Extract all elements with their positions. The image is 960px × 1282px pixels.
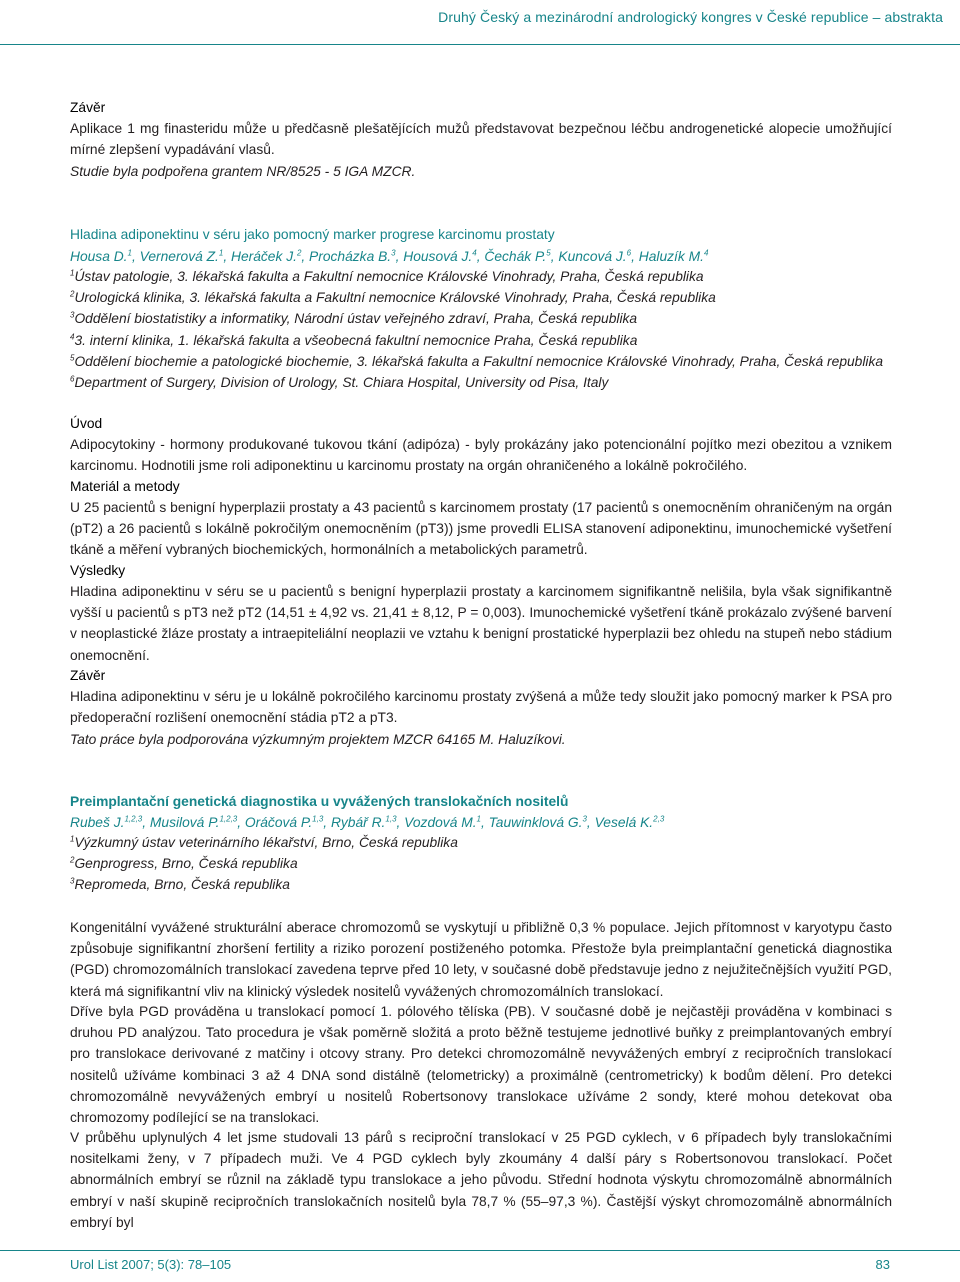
author-name: , Musilová P. — [142, 815, 220, 830]
section1-zaver-text: Aplikace 1 mg finasteridu může u předčasně plešatějících mužů představovat bezpečnou léčbu androgenetické alopecie umožňující mírné zlepšení vypadávání vlasů. — [70, 121, 892, 158]
affiliation-text: Oddělení biostatistiky a informatiky, Národní ústav veřejného zdraví, Praha, Česká republika — [74, 311, 638, 327]
footer-journal: Urol List 2007; 5(3): 78–105 — [70, 1257, 232, 1272]
author-name: , Heráček J. — [223, 249, 297, 264]
section1-zaver-heading: Závěr — [70, 100, 106, 115]
abstract2-uvod-text: Adipocytokiny - hormony produkované tukovou tkání (adipóza) - byly prokázány jako potencionální pojítko mezi obezitou a vznikem karcinomu. Hodnotili jsme roli adiponektinu u karcinomu prostaty na orgán ohraničeného a lokálně pokročilého. — [70, 437, 892, 474]
affiliation-line — [70, 832, 892, 853]
affiliation-line — [70, 266, 892, 287]
author-affiliation-marker: 1 — [127, 248, 132, 258]
affiliation-text: Department of Surgery, Division of Urology, St. Chiara Hospital, University od Pisa, Italy — [74, 375, 609, 391]
abstract3-paragraph-1: Kongenitální vyvážené strukturální aberace chromozomů se vyskytují u přibližně 0,3 % populace. Jejich přítomnost v karyotypu často způsobuje signifikantní zhoršení fertility a riziko porození postiženého potomka. Přestože byla preimplantační genetická diagnostika (PGD) chromozomálních translokací zavedena teprve před 10 lety, v současné době představuje jedno z nejužitečnějších využití PGD, která má signifikantní vliv na klinický výsledek nositelů vyvážených chromozomálních translokací. — [70, 920, 892, 999]
abstract2-vysledky-heading: Výsledky — [70, 563, 126, 578]
affiliation-marker: 3 — [70, 876, 75, 886]
section1-grant: Studie byla podpořena grantem NR/8525 - 5 IGA MZCR. — [70, 164, 416, 179]
affiliation-text: 3. interní klinika, 1. lékařská fakulta a všeobecná fakultní nemocnice Praha, Česká republika — [74, 332, 638, 348]
author-name: , Čechák P. — [476, 249, 547, 264]
affiliation-marker: 2 — [70, 855, 75, 865]
affiliation-marker: 6 — [70, 374, 75, 384]
abstract2-zaver-heading: Závěr — [70, 668, 106, 683]
abstract2-metody-text: U 25 pacientů s benigní hyperplazii prostaty a 43 pacientů s karcinomem prostaty (17 pacientů s onemocněním ohraničeným na orgán (pT2) a 26 pacientů s lokálně pokročilým onemocněním (pT3)) jsme provedli ELISA stanovení adiponektinu, imunochemické vyšetření tkáně a měření vybraných biochemických, hormonálních a metabolických parametrů. — [70, 500, 892, 558]
affiliation-marker: 1 — [70, 834, 75, 844]
author-affiliation-marker: 4 — [472, 248, 477, 258]
author-affiliation-marker: 1 — [476, 814, 481, 824]
author-name: , Veselá K. — [586, 815, 654, 830]
abstract2-uvod-heading: Úvod — [70, 416, 103, 431]
abstract3-paragraph-3: V průběhu uplynulých 4 let jsme studovali 13 párů s reciproční translokací v 25 PGD cyklech, v 6 případech byly translokačními nositelkami ženy, v 7 případech muži. Ve 4 PGD cyklech byly zkoumány 4 další páry s Robertsonovou translokací. Počet abnormálních embryí se různil na základě typu translokace a jeho původu. Střední hodnota výskytu chromozomálně abnormálních embryí v naší skupině recipročních translokačních nositelů byla 78,7 % (55–97,3 %). Častější výskyt chromozomálně abnormálních embryí byl — [70, 1130, 892, 1230]
author-name: , Vernerová Z. — [131, 249, 219, 264]
affiliation-text: Ústav patologie, 3. lékařská fakulta a Fakultní nemocnice Královské Vinohrady, Praha, Česká republika — [74, 269, 704, 284]
author-affiliation-marker: 1 — [218, 248, 224, 258]
abstract2-authors — [70, 246, 892, 267]
author-name: , Oráčová P. — [237, 815, 313, 830]
author-name: , Kuncová J. — [550, 249, 627, 264]
author-affiliation-marker: 3 — [582, 814, 587, 824]
author-affiliation-marker: 3 — [391, 248, 396, 258]
abstract3-affiliations — [70, 832, 892, 896]
affiliation-text: Genprogress, Brno, Česká republika — [74, 856, 298, 872]
abstract3-title: Preimplantační genetická diagnostika u vyvážených translokačních nositelů — [70, 794, 569, 809]
author-name: , Haluzík M. — [631, 249, 704, 264]
abstract2-metody-heading: Materiál a metody — [70, 479, 180, 494]
affiliation-marker: 2 — [70, 289, 75, 299]
author-name: Housa D. — [70, 249, 128, 264]
footer-page-number: 83 — [875, 1257, 890, 1272]
affiliation-marker: 1 — [70, 268, 75, 278]
affiliation-line — [70, 351, 892, 372]
abstract3-paragraph-2: Dříve byla PGD prováděna u translokací pomocí 1. pólového tělíska (PB). V současné době je nejčastěji prováděna v kombinaci s druhou PD analýzou. Tato procedura je však poměrně složitá a proto běžně testujeme jednotlivé buňky z preimplantovaných embryí pro translokace derivované z matčiny i otcovy strany. Pro detekci chromozomálně nevyvážených embryí z recipročních translokací nositelů užíváme kombinaci 3 až 4 DNA sond distálně (telometricky) a proximálně (centrometricky) k bodům dělení. Pro detekci chromozomálně nevyvážených embryí u nositelů Robertsonovy translokace užíváme 2 sondy, které mohou detekovat oba chromozomy podílející se na translokaci. — [70, 1004, 892, 1126]
affiliation-line — [70, 308, 892, 329]
author-affiliation-marker: 4 — [703, 248, 709, 258]
affiliation-line — [70, 372, 892, 393]
author-affiliation-marker: 1,3 — [385, 814, 397, 824]
author-name: , Tauwinklová G. — [480, 815, 583, 830]
affiliation-text: Oddělení biochemie a patologické biochemie, 3. lékařská fakulta a Fakultní nemocnice Královské Vinohrady, Praha, Česká republika — [74, 353, 884, 369]
affiliation-line — [70, 287, 892, 308]
author-name: , Housová J. — [395, 249, 473, 264]
author-affiliation-marker: 1,2,3 — [124, 814, 143, 824]
author-name: Rubeš J. — [70, 815, 125, 830]
affiliation-text: Repromeda, Brno, Česká republika — [74, 877, 290, 893]
author-affiliation-marker: 1,3 — [312, 814, 324, 824]
author-name: , Rybář R. — [323, 815, 386, 830]
author-affiliation-marker: 6 — [626, 248, 632, 258]
affiliation-text: Urologická klinika, 3. lékařská fakulta a Fakultní nemocnice Královské Vinohrady, Praha, Česká republika — [74, 290, 716, 306]
footer-rule — [0, 1250, 960, 1251]
author-name: , Vozdová M. — [396, 815, 477, 830]
affiliation-marker: 5 — [70, 353, 75, 363]
abstract3-authors — [70, 812, 892, 833]
affiliation-line — [70, 874, 892, 895]
affiliation-marker: 4 — [70, 332, 75, 342]
abstract2-zaver-text: Hladina adiponektinu v séru je u lokálně pokročilého karcinomu prostaty zvýšená a může tedy sloužit jako pomocný marker k PSA pro předoperační rozlišení onemocnění stádia pT2 a pT3. — [70, 689, 892, 726]
affiliation-line — [70, 330, 892, 351]
abstract2-vysledky-text: Hladina adiponektinu v séru se u pacientů s benigní hyperplazii prostaty a karcinomem signifikantně nelišila, byla však signifikantně vyšší u pacientů s pT3 než pT2 (14,51 ± 4,92 vs. 21,41 ± 8,12, P = 0,003). Imunochemické vyšetření tkáně prokázalo zvýšené barvení v neoplastické žláze prostaty a intraepiteliální neoplazii ve vztahu k benigní prostatické hyperplazii bez ohledu na stupeň nebo stádium onemocnění. — [70, 584, 892, 663]
abstract2-grant: Tato práce byla podporována výzkumným projektem MZCR 64165 M. Haluzíkovi. — [70, 732, 566, 747]
author-name: , Procházka B. — [301, 249, 392, 264]
author-affiliation-marker: 2,3 — [653, 814, 665, 824]
affiliation-line — [70, 853, 892, 874]
author-affiliation-marker: 2 — [296, 248, 302, 258]
affiliation-text: Výzkumný ústav veterinárního lékařství, Brno, Česká republika — [74, 835, 458, 850]
running-header: Druhý Český a mezinárodní andrologický kongres v České republice – abstrakta — [438, 9, 943, 25]
author-affiliation-marker: 1,2,3 — [219, 814, 238, 824]
abstract2-affiliations — [70, 266, 892, 393]
affiliation-marker: 3 — [70, 310, 75, 320]
author-affiliation-marker: 5 — [546, 248, 551, 258]
abstract2-title: Hladina adiponektinu v séru jako pomocný marker progrese karcinomu prostaty — [70, 227, 555, 242]
